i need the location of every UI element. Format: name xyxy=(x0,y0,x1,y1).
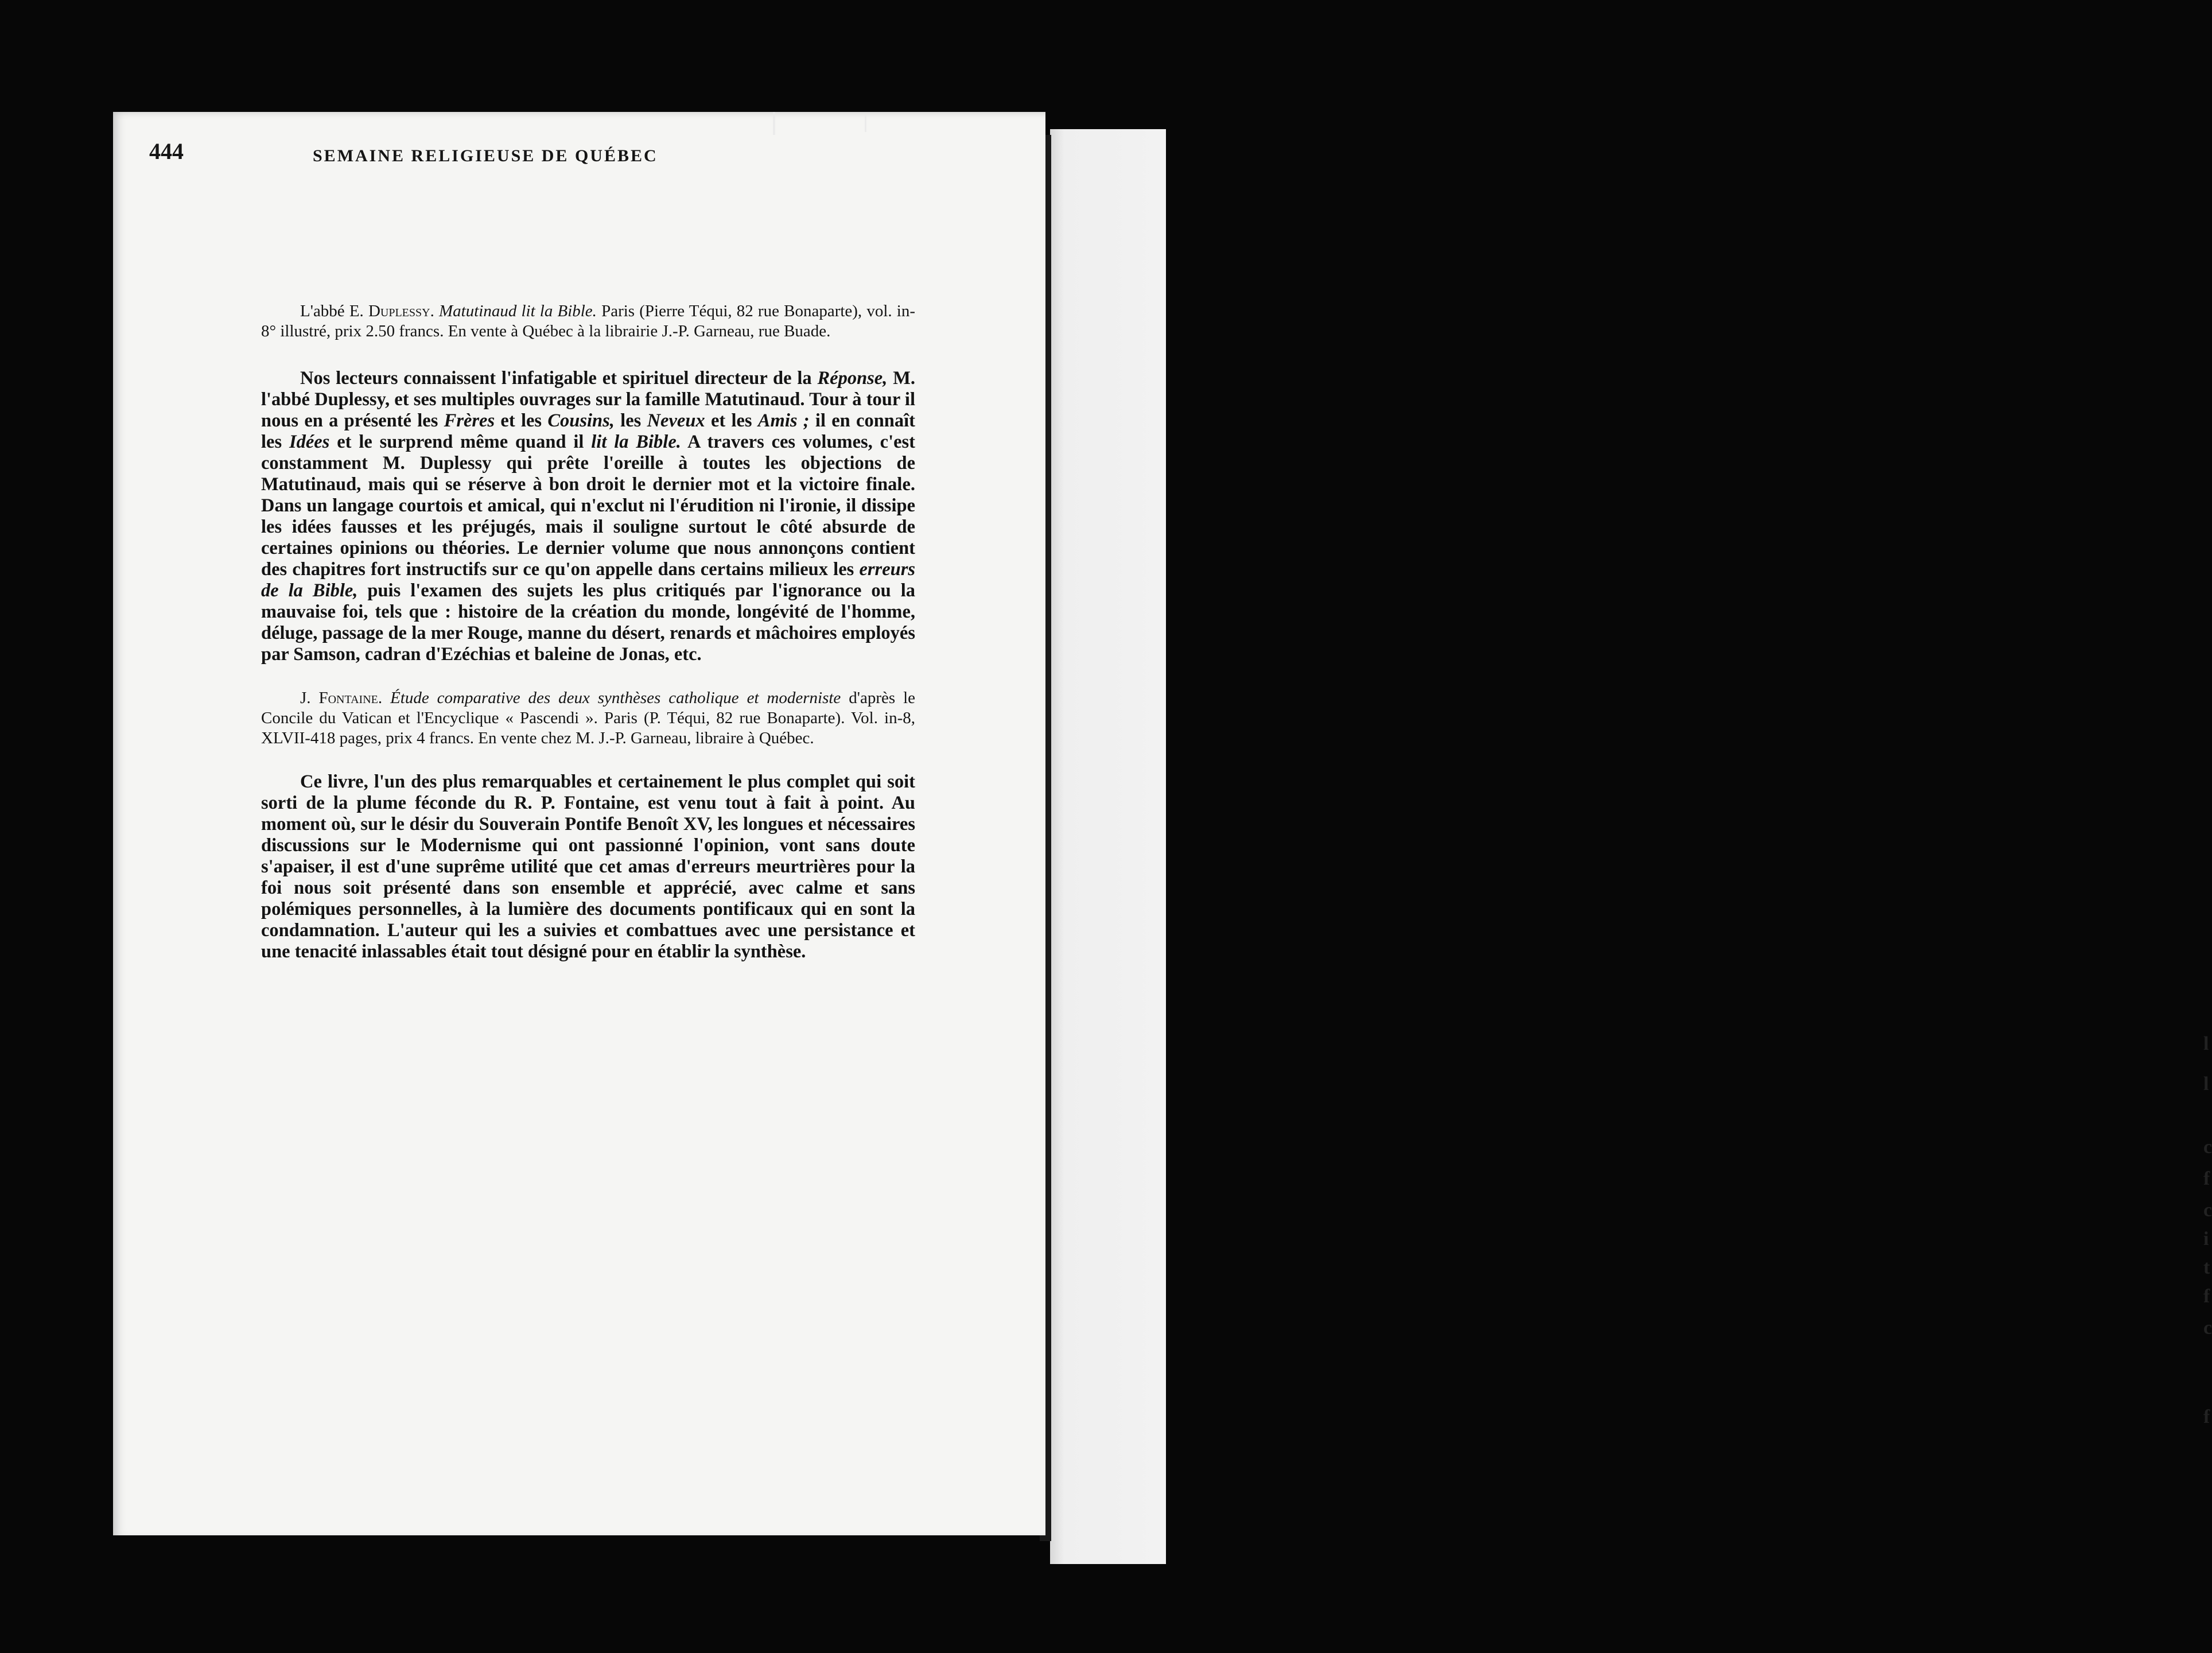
review-italic: Cousins, xyxy=(547,410,615,431)
facing-page-letter: l xyxy=(2203,1033,2209,1054)
book-title: Matutinaud lit la Bible. xyxy=(438,302,597,320)
review-italic: Idées xyxy=(289,432,330,452)
facing-page-letter: c xyxy=(2203,1317,2212,1338)
publication-details: Paris (Pierre Téqui, 82 rue Bonaparte), vol. in-8° illustré, prix 2.50 francs. En vente à Québec à la librairie J.-P. Garneau, rue Buade. xyxy=(261,302,915,340)
review-text: il en connaît les xyxy=(261,410,915,452)
facing-page-letter: i xyxy=(2203,1228,2209,1250)
facing-page-letter: l xyxy=(2203,1073,2209,1095)
review-paragraph xyxy=(261,368,915,665)
review-italic: lit la Bible. xyxy=(591,432,681,452)
review-text: Nos lecteurs connaissent l'infatigable et spirituel directeur de la xyxy=(300,368,818,389)
review-italic: Réponse, xyxy=(817,368,888,389)
review-italic: erreurs de la Bible, xyxy=(261,559,915,601)
review-text: et les xyxy=(495,410,548,431)
film-scratch xyxy=(773,112,775,135)
author-name: Fontaine. xyxy=(318,689,383,707)
film-scratch xyxy=(865,115,866,132)
review-text: les xyxy=(614,410,647,431)
facing-page-letter: t xyxy=(2203,1257,2210,1278)
review-italic: Amis ; xyxy=(757,410,810,431)
author-name: Duplessy. xyxy=(368,302,434,320)
facing-page-edge xyxy=(1050,129,2212,1564)
review-text: puis l'examen des sujets les plus critiqués par l'ignorance ou la mauvaise foi, tels que : histoire de la création du monde, longévité de l'homme, déluge, passage de la mer Rouge, manne du désert, renards et mâchoires employés par Samson, cadran d'Ezéchias et baleine de Jonas, etc. xyxy=(261,580,915,665)
facing-page-letter: c xyxy=(2203,1136,2212,1158)
review-text: M. l'abbé Duplessy, et ses multiples ouvrages sur la famille Matutinaud. Tour à tour il nous en a présenté les xyxy=(261,368,915,431)
review-text: et les xyxy=(705,410,758,431)
bibliographic-entry xyxy=(261,301,915,342)
facing-page-letter: f xyxy=(2203,1286,2210,1307)
running-head: SEMAINE RELIGIEUSE DE QUÉBEC xyxy=(313,146,658,165)
author-prefix: L'abbé E. xyxy=(300,302,368,320)
review-text: A travers ces volumes, c'est constamment M. Duplessy qui prête l'oreille à toutes les objections de Matutinaud, mais qui se réserve à bon droit le dernier mot et la victoire finale. Dans un langage courtois et amical, qui n'exclut ni l'érudition ni l'ironie, il dissipe les idées fausses et les préjugés, mais il souligne surtout le côté absurde de certaines opinions ou théories. Le dernier volume que nous annonçons contient des chapitres fort instructifs sur ce qu'on appelle dans certains milieux les xyxy=(261,432,915,580)
review-italic: Frères xyxy=(444,410,495,431)
review-paragraph: Ce livre, l'un des plus remarquables et certainement le plus complet qui soit sorti de la plume féconde du R. P. Fontaine, est venu tout à fait à point. Au moment où, sur le désir du Souverain Pontife Benoît XV, les longues et nécessaires discussions sur le Modernisme qui ont passionné l'opinion, vont sans doute s'apaiser, il est d'une suprême utilité que cet amas d'erreurs meurtrières pour la foi nous soit présenté dans son ensemble et apprécié, avec calme et sans polémiques personnelles, à la lumière des documents pontificaux qui en sont la condamnation. L'auteur qui les a suivies et combattues avec une persistance et une tenacité inlassables était tout désigné pour en établir la synthèse. xyxy=(261,771,915,962)
facing-page-letter: f xyxy=(2203,1406,2210,1427)
book-title: Étude comparative des deux synthèses catholique et moderniste xyxy=(390,689,841,707)
review-italic: Neveux xyxy=(647,410,705,431)
author-prefix: J. xyxy=(300,689,319,707)
publication-details: d'après le Concile du Vatican et l'Encyclique « Pascendi ». Paris (P. Téqui, 82 rue Bonaparte). Vol. in-8, XLVII-418 pages, prix 4 francs. En vente chez M. J.-P. Garneau, libraire à Québec. xyxy=(261,689,916,747)
bibliographic-entry xyxy=(261,688,915,748)
facing-page-letter: f xyxy=(2203,1168,2210,1189)
review-text: et le surprend même quand il xyxy=(329,432,592,452)
facing-page-letter: c xyxy=(2203,1200,2212,1221)
page-number: 444 xyxy=(149,138,184,164)
page-text xyxy=(261,301,915,963)
